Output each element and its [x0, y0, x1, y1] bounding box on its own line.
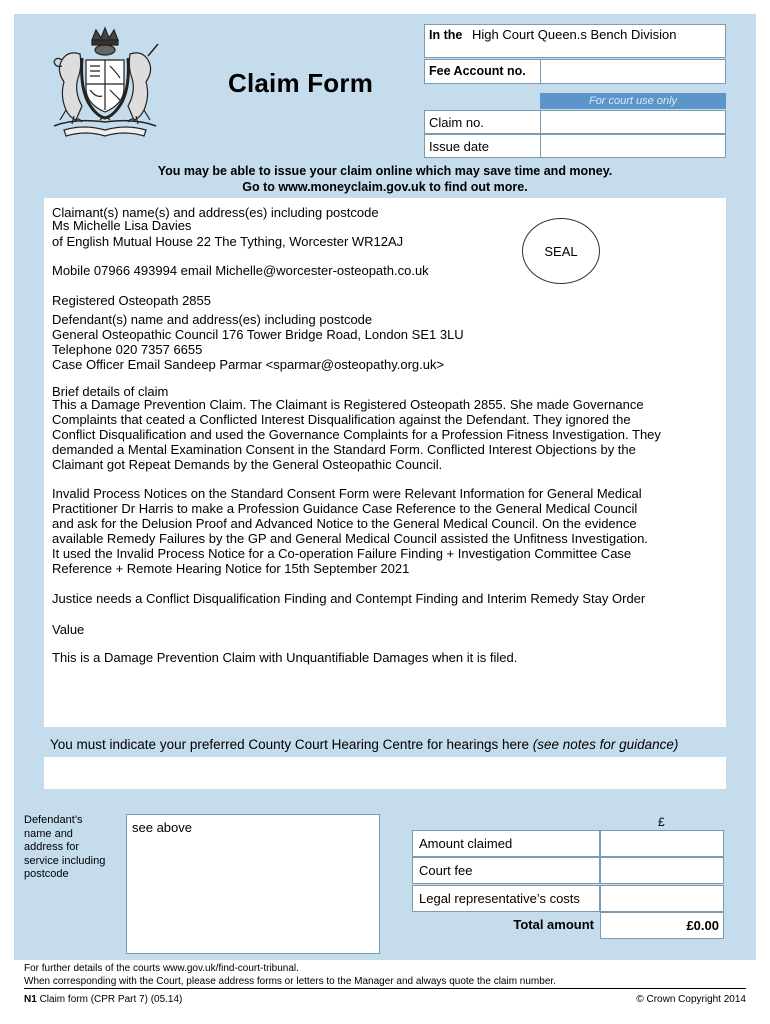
total-amount-value[interactable]: £0.00 — [600, 912, 724, 939]
issue-date-label: Issue date — [429, 139, 489, 154]
hearing-centre-input[interactable] — [44, 757, 726, 789]
defendant-line: Case Officer Email Sandeep Parmar <sparmar@osteopathy.org.uk> — [52, 357, 445, 372]
defendant-service-value: see above — [132, 820, 192, 835]
hearing-note: (see notes for guidance) — [532, 737, 679, 752]
defendant-service-input[interactable] — [126, 814, 380, 954]
def-label-line: address for — [24, 841, 80, 853]
total-amount-row — [412, 912, 724, 939]
total-amount-label: Total amount — [513, 917, 594, 932]
court-fee-input[interactable] — [600, 857, 724, 884]
form-title: Claim Form — [228, 68, 374, 98]
hearing-centre-label — [50, 737, 678, 752]
value-text: This is a Damage Prevention Claim with Unquantifiable Damages when it is filed. — [52, 650, 518, 665]
claimant-line: Mobile 07966 493994 email Michelle@worcester-osteopath.co.uk — [52, 263, 429, 278]
def-label-line: service including — [24, 854, 106, 867]
brief-line: Justice needs a Conflict Disqualification Finding and Contempt Finding and Interim Remedy Stay Order — [52, 591, 646, 606]
claim-no-input[interactable] — [540, 110, 726, 134]
fee-account-label: Fee Account no. — [429, 64, 526, 78]
defendant-line: Telephone 020 7357 6655 — [52, 342, 203, 357]
brief-line: Conflict Disqualification and used the Governance Complaints for a Profession Fitness Investigation. They — [52, 427, 661, 442]
court-fee-label: Court fee — [412, 857, 600, 884]
court-name-field[interactable] — [424, 24, 726, 58]
footer-divider — [24, 988, 746, 989]
legal-costs-input[interactable] — [600, 885, 724, 912]
claimant-line: Ms Michelle Lisa Davies — [52, 218, 192, 233]
amount-claimed-row — [412, 830, 724, 857]
court-fee-row — [412, 857, 724, 884]
claimant-line: of English Mutual House 22 The Tything, Worcester WR12AJ — [52, 234, 404, 249]
brief-line: Invalid Process Notices on the Standard Consent Form were Relevant Information for General Medical — [52, 486, 642, 501]
notice-line-1: You may be able to issue your claim online which may save time and money. — [157, 164, 613, 178]
issue-date-input[interactable] — [540, 134, 726, 158]
defendant-service-label — [24, 814, 105, 882]
form-reference — [24, 994, 182, 1005]
seal-stamp: SEAL — [522, 218, 600, 284]
claim-details-box[interactable] — [44, 198, 726, 727]
legal-costs-row — [412, 885, 724, 912]
form-code: N1 — [24, 994, 37, 1005]
def-label-line: name and — [24, 827, 73, 840]
footer-correspondence-info: When corresponding with the Court, please address forms or letters to the Manager and always quote the claim number. — [24, 976, 556, 987]
brief-line: Reference + Remote Hearing Notice for 15th September 2021 — [52, 561, 410, 576]
legal-costs-label: Legal representative’s costs — [412, 885, 600, 912]
brief-line: This a Damage Prevention Claim. The Claimant is Registered Osteopath 2855. She made Governance — [52, 397, 644, 412]
brief-line: Practitioner Dr Harris to make a Profession Guidance Case Reference to the General Medical Council — [52, 501, 638, 516]
online-claim-notice — [14, 163, 756, 195]
court-value: High Court Queen.s Bench Division — [472, 27, 677, 42]
royal-coat-of-arms-icon — [44, 26, 166, 138]
issue-date-label-cell — [424, 134, 540, 158]
amount-claimed-label: Amount claimed — [412, 830, 600, 857]
hearing-label: You must indicate your preferred County Court Hearing Centre for hearings here — [50, 737, 530, 752]
def-label-line: Defendant’s — [24, 814, 83, 826]
defendant-heading: Defendant(s) name and address(es) including postcode — [52, 312, 373, 327]
brief-details-heading: Brief details of claim — [52, 384, 169, 399]
claimant-heading: Claimant(s) name(s) and address(es) including postcode — [52, 205, 379, 220]
fee-account-input[interactable] — [540, 59, 726, 84]
claim-no-label: Claim no. — [429, 115, 484, 130]
brief-line: and ask for the Delusion Proof and Advanced Notice to the General Medical Council. On the evidence — [52, 516, 637, 531]
brief-line: available Remedy Failures by the GP and General Medical Council assisted the Unfitness Investigation. — [52, 531, 648, 546]
brief-line: It used the Invalid Process Notice for a Co-operation Failure Finding + Investigation Committee Case — [52, 546, 632, 561]
def-label-line: postcode — [24, 868, 69, 880]
footer-courts-info: For further details of the courts www.gov.uk/find-court-tribunal. — [24, 963, 299, 974]
currency-symbol: £ — [658, 815, 665, 829]
brief-line: demanded a Mental Examination Consent in the Standard Form. Conflicted Interest Objections by the — [52, 442, 636, 457]
defendant-line: General Osteopathic Council 176 Tower Bridge Road, London SE1 3LU — [52, 327, 464, 342]
court-label: In the — [429, 28, 463, 42]
copyright: © Crown Copyright 2014 — [636, 994, 746, 1005]
court-use-banner: For court use only — [540, 93, 726, 109]
claimant-line: Registered Osteopath 2855 — [52, 293, 211, 308]
notice-line-2: Go to www.moneyclaim.gov.uk to find out more. — [242, 180, 528, 194]
brief-line: Claimant got Repeat Demands by the General Osteopathic Council. — [52, 457, 443, 472]
claim-no-label-cell — [424, 110, 540, 134]
fee-account-label-cell — [424, 59, 540, 84]
brief-line: Complaints that ceated a Conflicted Interest Disqualification against the Defendant. They ignored the — [52, 412, 631, 427]
value-heading: Value — [52, 622, 85, 637]
form-description: Claim form (CPR Part 7) (05.14) — [39, 994, 183, 1005]
amount-claimed-input[interactable] — [600, 830, 724, 857]
